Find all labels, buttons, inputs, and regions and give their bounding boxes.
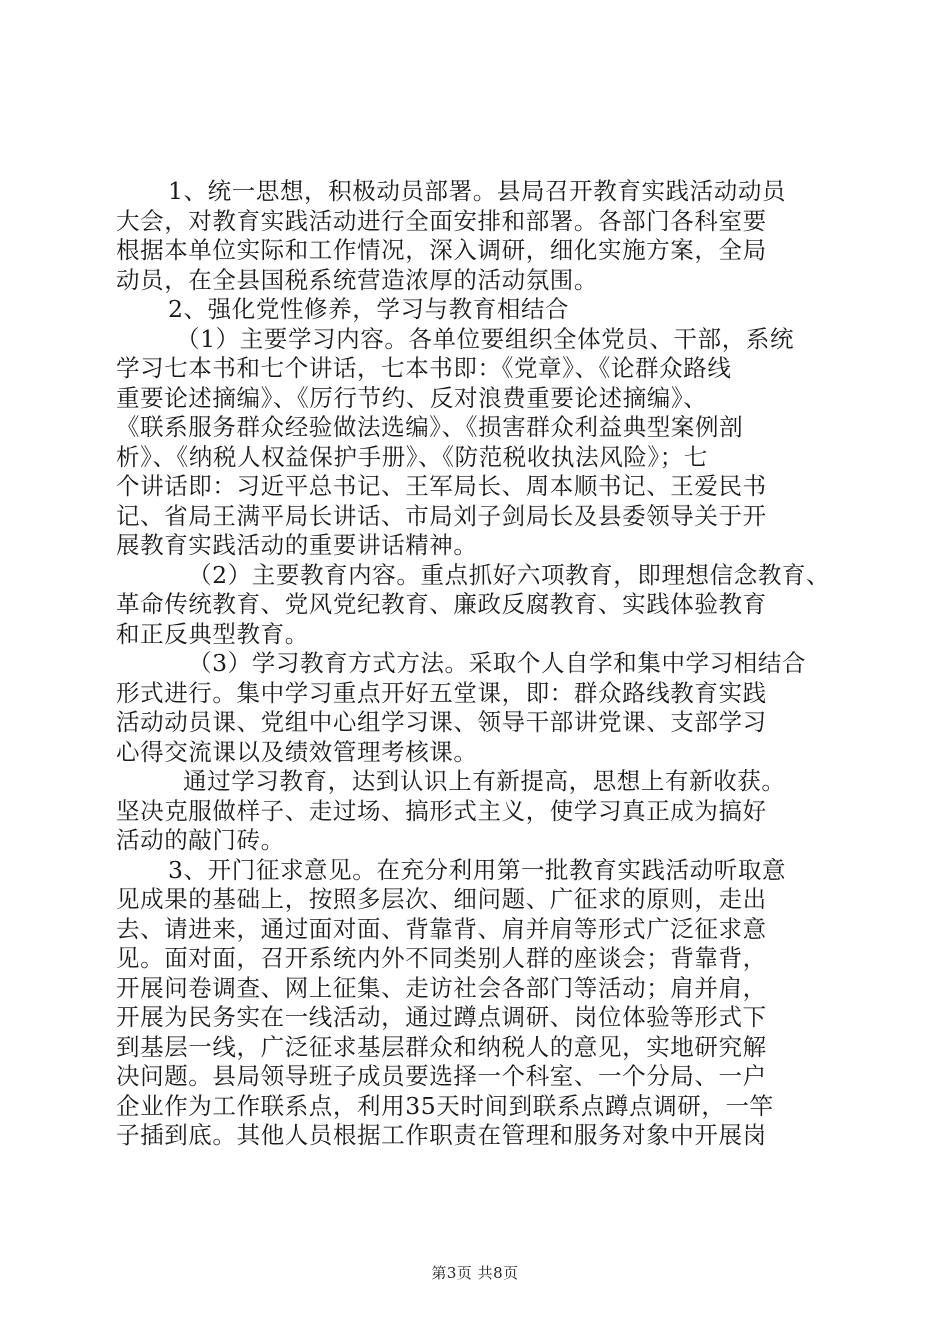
text-line: 动员，在全县国税系统营造浓厚的活动氛围。 — [116, 265, 598, 294]
text-line: 2、强化党性修养，学习与教育相结合 — [168, 295, 570, 323]
text-line: （3）学习教育方式方法。采取个人自学和集中学习相结合 — [188, 649, 807, 677]
text-line: 通过学习教育，达到认识上有新提高，思想上有新收获。 — [183, 767, 786, 795]
text-line: 子插到底。其他人员根据工作职责在管理和服务对象中开展岗 — [116, 1121, 767, 1149]
text-line: 重要论述摘编》、《厉行节约、反对浪费重要论述摘编》、 — [116, 383, 708, 412]
text-line: 决问题。县局领导班子成员要选择一个科室、一个分局、一户 — [116, 1062, 767, 1090]
text-line: 心得交流课以及绩效管理考核课。 — [116, 737, 478, 766]
text-line: 形式进行。集中学习重点开好五堂课，即：群众路线教育实践 — [116, 678, 767, 707]
text-line: 开展问卷调查、网上征集、走访社会各部门等活动；肩并肩， — [116, 973, 767, 1002]
page-number-footer: 第3页 共8页 — [431, 1264, 519, 1282]
text-line: 开展为民务实在一线活动，通过蹲点调研、岗位体验等形式下 — [116, 1003, 767, 1031]
text-line: 革命传统教育、党风党纪教育、廉政反腐教育、实践体验教育 — [116, 590, 767, 618]
text-line: 去、请进来，通过面对面、背靠背、肩并肩等形式广泛征求意 — [116, 914, 767, 943]
text-line: 见成果的基础上，按照多层次、细问题、广征求的原则，走出 — [116, 885, 767, 913]
text-line: 根据本单位实际和工作情况，深入调研，细化实施方案，全局 — [116, 236, 767, 264]
text-line: 个讲话即：习近平总书记、王军局长、周本顺书记、王爱民书 — [116, 472, 767, 500]
text-line: 活动的敲门砖。 — [116, 826, 285, 854]
text-line: 企业作为工作联系点，利用35天时间到联系点蹲点调研，一竿 — [116, 1091, 774, 1120]
text-line: 大会，对教育实践活动进行全面安排和部署。各部门各科室要 — [116, 206, 767, 235]
text-line: 学习七本书和七个讲话，七本书即：《党章》、《论群众路线 — [116, 354, 732, 382]
text-line: 《联系服务群众经验做法选编》、《损害群众利益典型案例剖 — [116, 413, 744, 441]
text-line: 记、省局王满平局长讲话、市局刘子剑局长及县委领导关于开 — [116, 501, 767, 530]
text-line: 坚决克服做样子、走过场、搞形式主义，使学习真正成为搞好 — [116, 796, 767, 825]
text-line: 见。面对面，召开系统内外不同类别人群的座谈会；背靠背， — [116, 944, 767, 972]
text-line: 和正反典型教育。 — [116, 619, 309, 648]
text-line: 析》、《纳税人权益保护手册》、《防范税收执法风险》；七 — [116, 442, 708, 471]
body-text — [116, 177, 836, 1151]
text-line: 到基层一线，广泛征求基层群众和纳税人的意见，实地研究解 — [116, 1032, 767, 1061]
text-line: 活动动员课、党组中心组学习课、领导干部讲党课、支部学习 — [116, 708, 767, 736]
text-line: （2）主要教育内容。重点抓好六项教育，即理想信念教育、 — [188, 560, 831, 589]
text-line: 3、开门征求意见。在充分利用第一批教育实践活动听取意 — [168, 855, 787, 884]
text-line: 1、统一思想，积极动员部署。县局召开教育实践活动动员 — [168, 177, 787, 205]
text-line: 展教育实践活动的重要讲话精神。 — [116, 531, 478, 559]
text-line: （1）主要学习内容。各单位要组织全体党员、干部，系统 — [176, 324, 795, 353]
